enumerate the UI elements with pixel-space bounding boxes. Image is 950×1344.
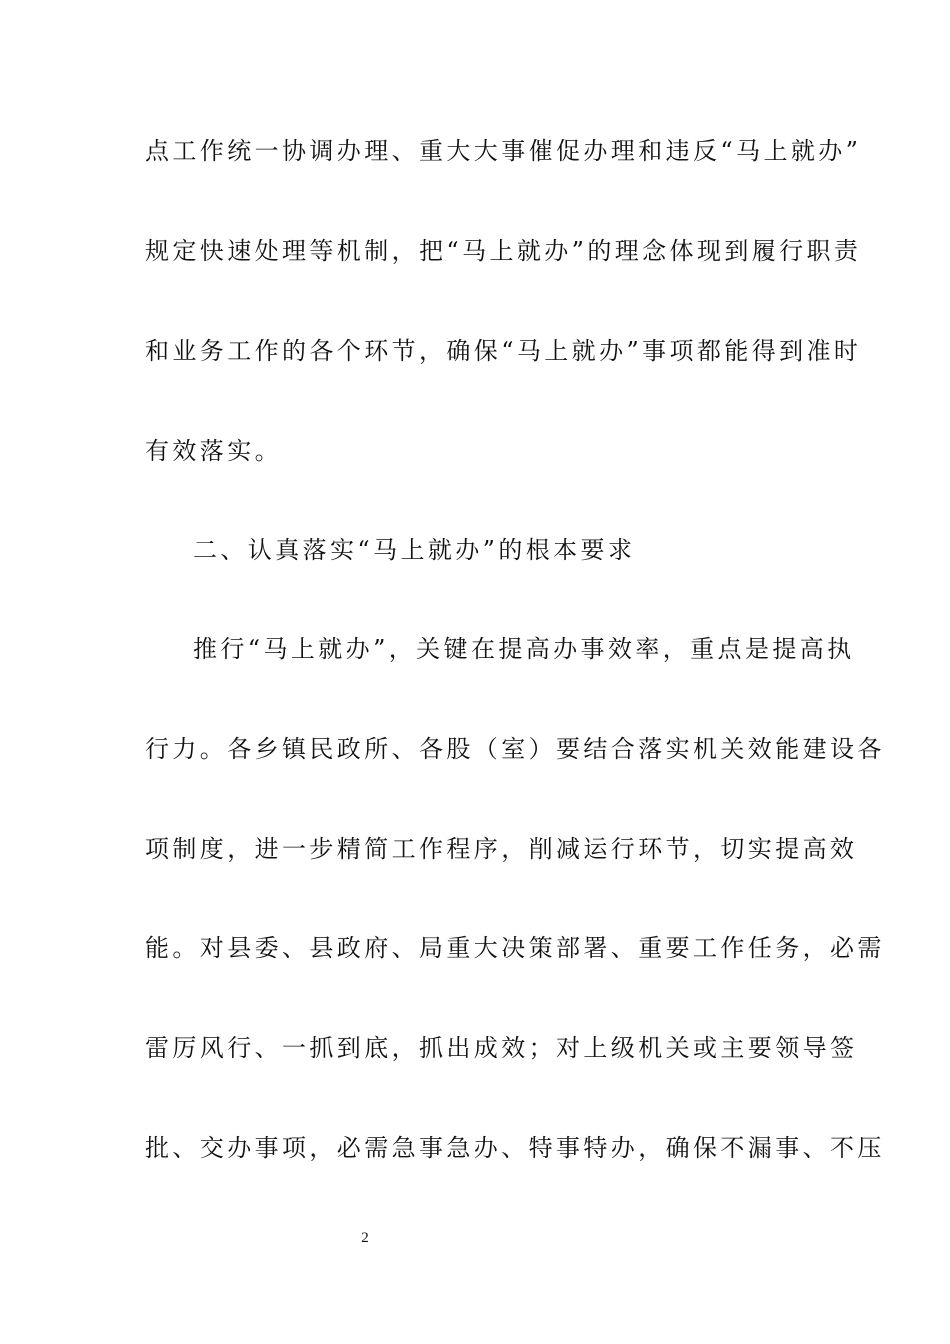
body-text-line: 规定快速处理等机制，把“马上就办”的理念体现到履行职责 [145,237,862,265]
body-text-line: 能。对县委、县政府、局重大决策部署、重要工作任务，必需 [145,934,885,962]
body-text-line: 雷厉风行、一抓到底，抓出成效；对上级机关或主要领导签 [145,1034,858,1062]
body-text-line: 和业务工作的各个环节，确保“马上就办”事项都能得到准时 [145,337,862,365]
section-heading: 二、认真落实“马上就办”的根本要求 [193,536,636,564]
body-text-line: 有效落实。 [145,437,282,465]
body-text-line: 推行“马上就办”，关键在提高办事效率，重点是提高执 [193,635,855,663]
page-number: 2 [361,1230,369,1246]
body-text-line: 项制度，进一步精简工作程序，削减运行环节，切实提高效 [145,835,858,863]
body-text-line: 点工作统一协调办理、重大大事催促办理和违反“马上就办” [145,137,862,165]
body-text-line: 批、交办事项，必需急事急办、特事特办，确保不漏事、不压 [145,1134,885,1162]
body-text-line: 行力。各乡镇民政所、各股（室）要结合落实机关效能建设各 [145,735,885,763]
